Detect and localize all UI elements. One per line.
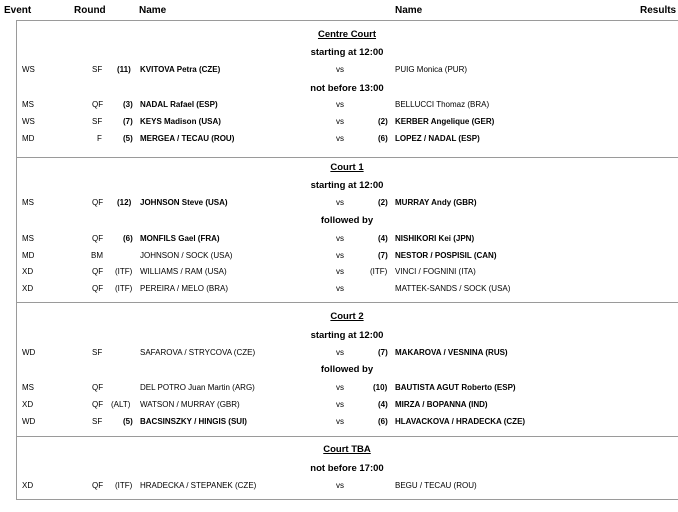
- match-row: [0, 281, 678, 297]
- seed-1: (11): [117, 65, 131, 74]
- player-2: MURRAY Andy (GBR): [395, 198, 477, 207]
- player-2: HLAVACKOVA / HRADECKA (CZE): [395, 417, 526, 426]
- seed-1: (7): [123, 117, 133, 126]
- seed-2: (4): [378, 400, 388, 409]
- player-1: BACSINSZKY / HINGIS (SUI): [140, 417, 247, 426]
- seed-1: (ALT): [111, 400, 131, 409]
- round: BM: [91, 251, 103, 260]
- match-row: [0, 397, 678, 413]
- seed-1: (12): [117, 198, 132, 207]
- event-code: WD: [22, 348, 36, 357]
- match-row: [0, 380, 678, 396]
- time-slot: not before 17:00: [310, 463, 384, 474]
- seed-1: (ITF): [115, 481, 133, 490]
- round: QF: [92, 284, 104, 293]
- match-row: [0, 414, 678, 430]
- player-2: KERBER Angelique (GER): [395, 117, 495, 126]
- vs-label: vs: [336, 284, 344, 293]
- player-1: WATSON / MURRAY (GBR): [140, 400, 240, 409]
- player-2: LOPEZ / NADAL (ESP): [395, 134, 480, 143]
- player-1: NADAL Rafael (ESP): [140, 100, 218, 109]
- event-code: XD: [22, 481, 34, 490]
- round: QF: [92, 383, 104, 392]
- vs-label: vs: [336, 383, 344, 392]
- seed-2: (10): [373, 383, 388, 392]
- player-2: MIRZA / BOPANNA (IND): [395, 400, 488, 409]
- vs-label: vs: [336, 251, 344, 260]
- player-2: BEGU / TECAU (ROU): [395, 481, 477, 490]
- vs-label: vs: [336, 198, 344, 207]
- player-1: HRADECKA / STEPANEK (CZE): [140, 481, 257, 490]
- court-name: Court TBA: [323, 444, 371, 455]
- seed-2: (4): [378, 234, 388, 243]
- vs-label: vs: [336, 267, 344, 276]
- time-slot: followed by: [320, 364, 374, 375]
- vs-label: vs: [336, 100, 344, 109]
- event-code: WD: [22, 417, 36, 426]
- seed-2: (2): [378, 117, 388, 126]
- seed-2: (7): [378, 348, 388, 357]
- event-code: XD: [22, 267, 34, 276]
- header-round: Round: [74, 5, 106, 16]
- header-name-2: Name: [395, 5, 423, 16]
- time-slot: not before 13:00: [310, 83, 384, 94]
- event-code: XD: [22, 284, 34, 293]
- seed-2: (6): [378, 134, 388, 143]
- seed-1: (3): [123, 100, 133, 109]
- event-code: MD: [22, 134, 35, 143]
- player-1: PEREIRA / MELO (BRA): [140, 284, 229, 293]
- player-2: MATTEK-SANDS / SOCK (USA): [395, 284, 511, 293]
- court-name: Court 1: [330, 162, 364, 173]
- time-slot: starting at 12:00: [310, 47, 384, 58]
- match-row: [0, 195, 678, 211]
- seed-1: (6): [123, 234, 133, 243]
- vs-label: vs: [336, 234, 344, 243]
- round: QF: [92, 100, 104, 109]
- header-name-1: Name: [139, 5, 167, 16]
- time-slot: followed by: [320, 215, 374, 226]
- player-1: KEYS Madison (USA): [140, 117, 221, 126]
- match-row: [0, 231, 678, 247]
- seed-1: (ITF): [115, 284, 133, 293]
- player-1: MERGEA / TECAU (ROU): [140, 134, 235, 143]
- court-name: Centre Court: [317, 29, 377, 40]
- seed-1: (ITF): [115, 267, 133, 276]
- round: QF: [92, 481, 104, 490]
- player-2: MAKAROVA / VESNINA (RUS): [395, 348, 508, 357]
- table-header: [0, 0, 678, 20]
- seed-1: (5): [123, 134, 133, 143]
- court-name: Court 2: [330, 311, 364, 322]
- seed-2: (7): [378, 251, 388, 260]
- match-row: [0, 114, 678, 130]
- vs-label: vs: [336, 417, 344, 426]
- round: QF: [92, 234, 104, 243]
- player-2: VINCI / FOGNINI (ITA): [395, 267, 476, 276]
- time-slot: starting at 12:00: [310, 180, 384, 191]
- vs-label: vs: [336, 134, 344, 143]
- event-code: WS: [22, 65, 35, 74]
- seed-1: (5): [123, 417, 133, 426]
- event-code: MS: [22, 198, 34, 207]
- match-row: [0, 97, 678, 113]
- event-code: XD: [22, 400, 34, 409]
- event-code: MD: [22, 251, 35, 260]
- player-1: JOHNSON / SOCK (USA): [140, 251, 233, 260]
- round: SF: [92, 117, 103, 126]
- player-1: DEL POTRO Juan Martin (ARG): [140, 383, 255, 392]
- header-results: Results: [640, 5, 677, 16]
- round: SF: [92, 348, 103, 357]
- player-2: NISHIKORI Kei (JPN): [395, 234, 475, 243]
- player-2: PUIG Monica (PUR): [395, 65, 468, 74]
- seed-2: (ITF): [370, 267, 388, 276]
- vs-label: vs: [336, 117, 344, 126]
- match-row: [0, 264, 678, 280]
- seed-2: (6): [378, 417, 388, 426]
- vs-label: vs: [336, 348, 344, 357]
- player-1: MONFILS Gael (FRA): [140, 234, 220, 243]
- time-slot: starting at 12:00: [310, 330, 384, 341]
- match-row: [0, 478, 678, 494]
- player-2: BELLUCCI Thomaz (BRA): [395, 100, 490, 109]
- round: QF: [92, 267, 104, 276]
- match-row: [0, 62, 678, 78]
- event-code: MS: [22, 100, 34, 109]
- vs-label: vs: [336, 400, 344, 409]
- round: SF: [92, 417, 103, 426]
- player-1: WILLIAMS / RAM (USA): [140, 267, 227, 276]
- player-1: KVITOVA Petra (CZE): [140, 65, 221, 74]
- player-2: BAUTISTA AGUT Roberto (ESP): [395, 383, 516, 392]
- round: QF: [92, 198, 104, 207]
- round: QF: [92, 400, 104, 409]
- seed-2: (2): [378, 198, 388, 207]
- round: SF: [92, 65, 103, 74]
- match-row: [0, 345, 678, 361]
- vs-label: vs: [336, 481, 344, 490]
- match-row: [0, 248, 678, 264]
- event-code: MS: [22, 383, 34, 392]
- event-code: MS: [22, 234, 34, 243]
- event-code: WS: [22, 117, 35, 126]
- player-1: SAFAROVA / STRYCOVA (CZE): [140, 348, 256, 357]
- header-event: Event: [4, 5, 32, 16]
- vs-label: vs: [336, 65, 344, 74]
- match-row: [0, 131, 678, 147]
- player-1: JOHNSON Steve (USA): [140, 198, 228, 207]
- player-2: NESTOR / POSPISIL (CAN): [395, 251, 497, 260]
- round: F: [97, 134, 102, 143]
